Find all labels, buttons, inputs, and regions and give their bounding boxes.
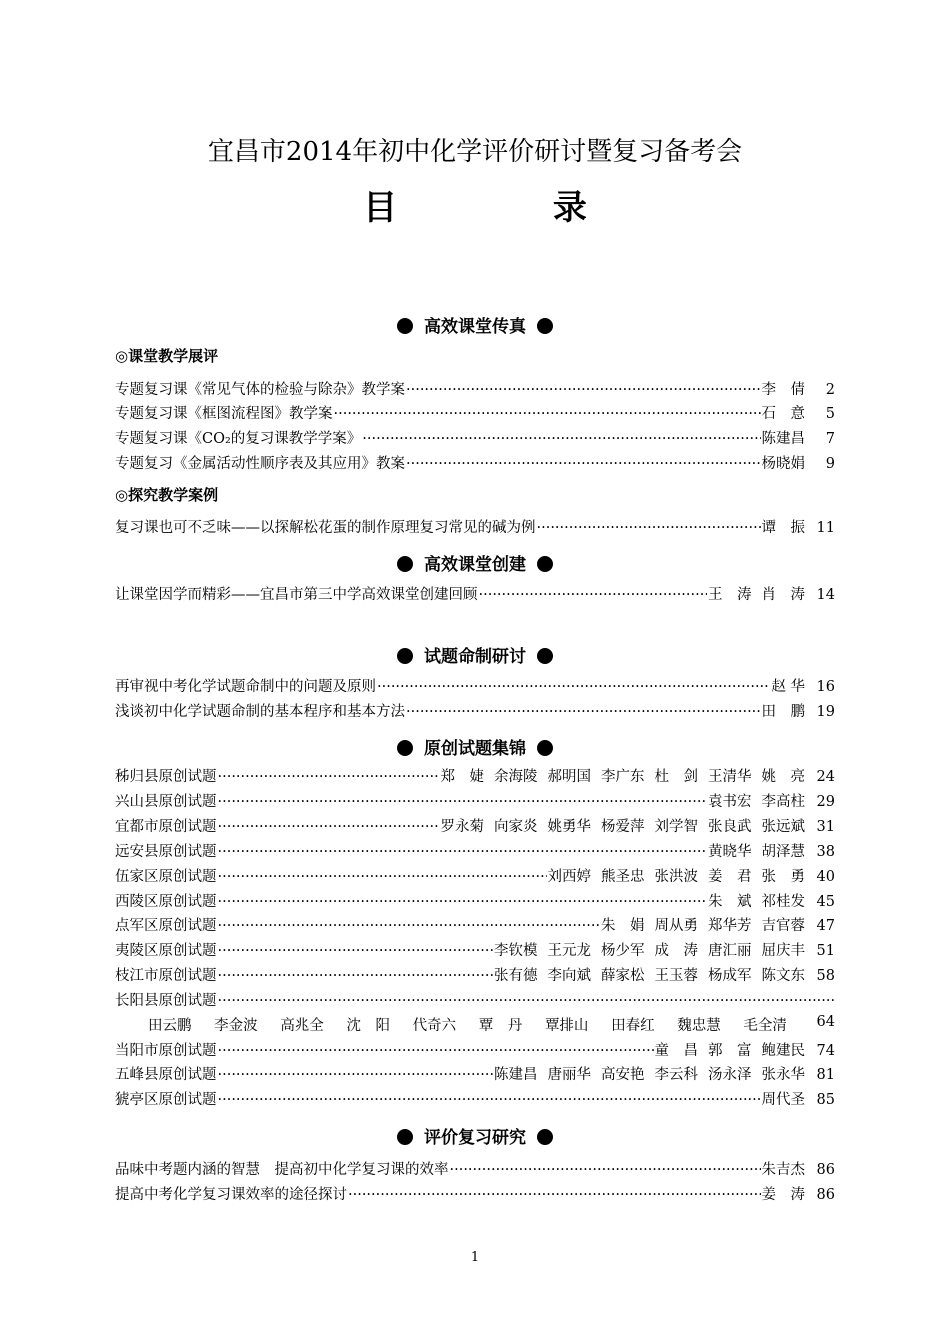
dot-leader xyxy=(218,869,547,885)
entry-authors xyxy=(601,914,805,935)
page-ref: 45 xyxy=(816,894,835,910)
dot-leader xyxy=(377,679,770,695)
dot-leader xyxy=(218,918,601,934)
toc-entry xyxy=(115,890,835,912)
bullet-icon xyxy=(397,556,413,572)
entry-title: 远安县原创试题 xyxy=(115,844,217,860)
page-ref: 5 xyxy=(825,406,835,422)
author-name: 李高柱 xyxy=(761,794,805,810)
author-name: 王元龙 xyxy=(547,943,591,959)
entry-title: 长阳县原创试题 xyxy=(115,993,217,1009)
page-ref: 16 xyxy=(816,679,835,695)
author-name: 李云科 xyxy=(654,1067,698,1083)
toc-entry xyxy=(115,1088,835,1110)
page-ref: 58 xyxy=(816,968,835,984)
entry-title: 宜都市原创试题 xyxy=(115,819,217,835)
entry-authors xyxy=(762,1088,806,1109)
page-ref: 24 xyxy=(816,769,835,785)
author-name: 魏忠慧 xyxy=(677,1018,721,1034)
author-name: 薛家松 xyxy=(601,968,645,984)
author-name: 谭 振 xyxy=(761,520,805,536)
author-name: 张良武 xyxy=(708,819,752,835)
entry-title: 专题复习课《常见气体的检验与除杂》教学案 xyxy=(115,382,405,398)
entry-title: 点军区原创试题 xyxy=(115,918,217,934)
author-name: 沈 阳 xyxy=(346,1018,390,1034)
author-name: 姚勇华 xyxy=(547,819,591,835)
toc-entry xyxy=(115,1063,835,1085)
toc-entry xyxy=(115,939,835,961)
entry-authors xyxy=(762,378,806,399)
bullet-icon xyxy=(397,648,413,664)
author-name: 姜 君 xyxy=(708,869,752,885)
author-name: 姜 涛 xyxy=(761,1187,805,1203)
page-ref: 86 xyxy=(816,1162,835,1178)
dot-leader xyxy=(362,431,760,447)
entry-title: 五峰县原创试题 xyxy=(115,1067,217,1083)
toc-entry xyxy=(115,765,835,787)
section-heading-1: 高效课堂传真 xyxy=(0,312,950,337)
dot-leader xyxy=(450,1162,761,1178)
author-name: 杨爱萍 xyxy=(601,819,645,835)
author-name: 张远斌 xyxy=(761,819,805,835)
page-ref: 11 xyxy=(816,520,835,536)
author-name: 张 勇 xyxy=(761,869,805,885)
entry-authors xyxy=(708,840,805,861)
subsection-heading: ◎课堂教学展评 xyxy=(115,347,219,365)
page-ref: 64 xyxy=(816,1014,835,1030)
dot-leader xyxy=(218,1043,654,1059)
toc-entry xyxy=(115,989,835,1011)
dot-leader xyxy=(479,587,708,603)
entry-title: 秭归县原创试题 xyxy=(115,769,217,785)
author-name: 周代圣 xyxy=(761,1092,805,1108)
entry-title: 浅谈初中化学试题命制的基本程序和基本方法 xyxy=(115,704,405,720)
page-ref: 38 xyxy=(816,844,835,860)
dot-leader xyxy=(218,819,440,835)
author-name: 黄晓华 xyxy=(708,844,752,860)
entry-authors xyxy=(548,865,806,886)
bullet-icon xyxy=(537,648,553,664)
dot-leader xyxy=(218,844,708,860)
entry-authors xyxy=(762,427,806,448)
author-name: 胡泽慧 xyxy=(761,844,805,860)
toc-entry xyxy=(115,452,835,474)
page-ref: 2 xyxy=(825,382,835,398)
page-ref: 40 xyxy=(816,869,835,885)
author-name: 刘学智 xyxy=(654,819,698,835)
dot-leader xyxy=(218,943,494,959)
toc-entry xyxy=(115,583,835,605)
author-name: 张洪波 xyxy=(654,869,698,885)
author-name: 汤永泽 xyxy=(708,1067,752,1083)
entry-title: 猇亭区原创试题 xyxy=(115,1092,217,1108)
dot-leader xyxy=(406,456,761,472)
author-name: 杨晓娟 xyxy=(761,456,805,472)
dot-leader xyxy=(334,406,761,422)
author-name: 陈建昌 xyxy=(494,1067,538,1083)
entry-authors xyxy=(762,1183,806,1204)
entry-authors xyxy=(494,1063,805,1084)
author-name: 唐丽华 xyxy=(547,1067,591,1083)
entry-title: 伍家区原创试题 xyxy=(115,869,217,885)
dot-leader xyxy=(218,993,835,1009)
author-name: 朱吉杰 xyxy=(761,1162,805,1178)
entry-title: 西陵区原创试题 xyxy=(115,894,217,910)
toc-entry xyxy=(115,675,835,697)
entry-authors xyxy=(494,964,805,985)
toc-entry xyxy=(115,865,835,887)
toc-entry xyxy=(115,378,835,400)
bullet-icon xyxy=(397,740,413,756)
entry-title: 专题复习课《CO₂的复习课教学学案》 xyxy=(115,431,362,447)
entry-authors xyxy=(441,765,806,786)
page-number: 1 xyxy=(470,1250,480,1265)
entry-title: 当阳市原创试题 xyxy=(115,1043,217,1059)
entry-title: 兴山县原创试题 xyxy=(115,794,217,810)
section-heading-5: 评价复习研究 xyxy=(0,1123,950,1148)
author-name: 刘西婷 xyxy=(547,869,591,885)
entry-authors xyxy=(441,815,806,836)
author-name: 赵 华 xyxy=(771,679,805,695)
author-name: 向家炎 xyxy=(494,819,538,835)
page-ref: 14 xyxy=(816,587,835,603)
page-ref: 9 xyxy=(825,456,835,472)
author-name: 吉官蓉 xyxy=(761,918,805,934)
toc-entry xyxy=(115,790,835,812)
bullet-icon xyxy=(397,318,413,334)
toc-entry xyxy=(115,840,835,862)
author-name: 覃排山 xyxy=(544,1018,589,1034)
author-name: 王清华 xyxy=(708,769,752,785)
entry-title: 专题复习《金属活动性顺序表及其应用》教案 xyxy=(115,456,405,472)
entry-authors xyxy=(708,583,805,604)
author-name: 周从勇 xyxy=(654,918,698,934)
author-name: 田春红 xyxy=(611,1018,655,1034)
toc-entry xyxy=(115,1039,835,1061)
bullet-icon xyxy=(537,318,553,334)
author-name: 肖 涛 xyxy=(761,587,805,603)
entry-authors xyxy=(762,402,806,423)
author-name: 高兆全 xyxy=(280,1018,324,1034)
author-name: 李向斌 xyxy=(547,968,591,984)
dot-leader xyxy=(218,968,494,984)
author-name: 成 涛 xyxy=(654,943,698,959)
author-name: 唐汇丽 xyxy=(708,943,752,959)
page-ref: 47 xyxy=(816,918,835,934)
dot-leader xyxy=(406,382,761,398)
toc-entry xyxy=(115,964,835,986)
author-name: 田云鹏 xyxy=(148,1018,192,1034)
toc-entry xyxy=(115,914,835,936)
changyang-authors-row xyxy=(148,1014,835,1035)
toc-heading: 目 录 xyxy=(363,188,659,228)
dot-leader xyxy=(348,1187,761,1203)
author-name: 陈建昌 xyxy=(761,431,805,447)
author-name: 郭 富 xyxy=(708,1043,752,1059)
page-ref: 74 xyxy=(816,1043,835,1059)
toc-entry xyxy=(115,815,835,837)
author-name: 朱 斌 xyxy=(708,894,752,910)
author-name: 杨成军 xyxy=(708,968,752,984)
author-name: 余海陵 xyxy=(494,769,538,785)
dot-leader xyxy=(218,794,708,810)
bullet-icon xyxy=(537,1129,553,1145)
dot-leader xyxy=(218,769,440,785)
author-name: 陈文东 xyxy=(761,968,805,984)
author-name: 朱 娟 xyxy=(601,918,645,934)
dot-leader xyxy=(218,1067,494,1083)
author-name: 郑 婕 xyxy=(440,769,484,785)
author-name: 张有德 xyxy=(494,968,538,984)
entry-title: 让课堂因学而精彩——宜昌市第三中学高效课堂创建回顾 xyxy=(115,587,478,603)
bullet-icon xyxy=(397,1129,413,1145)
page-ref: 81 xyxy=(816,1067,835,1083)
dot-leader xyxy=(406,704,761,720)
author-name: 李广东 xyxy=(601,769,645,785)
toc-entry xyxy=(115,427,835,449)
page-ref: 85 xyxy=(816,1092,835,1108)
page-ref: 7 xyxy=(825,431,835,447)
entry-authors xyxy=(655,1039,806,1060)
document-title: 宜昌市2014年初中化学评价研讨暨复习备考会 xyxy=(207,137,743,167)
author-name: 王玉蓉 xyxy=(654,968,698,984)
entry-authors xyxy=(762,516,806,537)
toc-entry xyxy=(115,1183,835,1205)
toc-entry xyxy=(115,402,835,424)
author-name: 王 涛 xyxy=(708,587,752,603)
author-name: 熊圣忠 xyxy=(601,869,645,885)
author-name: 代奇六 xyxy=(412,1018,457,1034)
dot-leader xyxy=(218,1092,761,1108)
author-name: 鲍建民 xyxy=(761,1043,805,1059)
author-name: 李金波 xyxy=(214,1018,258,1034)
entry-title: 品味中考题内涵的智慧 提高初中化学复习课的效率 xyxy=(115,1162,449,1178)
author-name: 童 昌 xyxy=(654,1043,698,1059)
entry-authors xyxy=(762,700,806,721)
bullet-icon xyxy=(537,556,553,572)
toc-entry xyxy=(115,1158,835,1180)
toc-entry xyxy=(115,700,835,722)
entry-title: 枝江市原创试题 xyxy=(115,968,217,984)
dot-leader xyxy=(218,894,708,910)
toc-entry xyxy=(115,516,835,538)
author-list xyxy=(148,1014,805,1035)
author-name: 高安艳 xyxy=(601,1067,645,1083)
author-name: 祁桂发 xyxy=(761,894,805,910)
author-name: 屈庆丰 xyxy=(761,943,805,959)
author-name: 罗永菊 xyxy=(440,819,484,835)
dot-leader xyxy=(537,520,761,536)
entry-title: 专题复习课《框图流程图》教学案 xyxy=(115,406,333,422)
entry-title: 提高中考化学复习课效率的途径探讨 xyxy=(115,1187,347,1203)
entry-authors xyxy=(771,675,805,696)
entry-title: 复习课也可不乏味——以探解松花蛋的制作原理复习常见的碱为例 xyxy=(115,520,536,536)
bullet-icon xyxy=(537,740,553,756)
section-heading-2: 高效课堂创建 xyxy=(0,550,950,575)
section-heading-3: 试题命制研讨 xyxy=(0,642,950,667)
author-name: 李钦模 xyxy=(494,943,538,959)
entry-title: 再审视中考化学试题命制中的问题及原则 xyxy=(115,679,376,695)
author-name: 姚 亮 xyxy=(761,769,805,785)
entry-authors xyxy=(494,939,805,960)
page-ref: 31 xyxy=(816,819,835,835)
entry-authors xyxy=(762,452,806,473)
entry-authors xyxy=(762,1158,806,1179)
page-ref: 19 xyxy=(816,704,835,720)
author-name: 杜 剑 xyxy=(654,769,698,785)
page-ref: 29 xyxy=(816,794,835,810)
author-name: 李 倩 xyxy=(761,382,805,398)
page-ref: 86 xyxy=(816,1187,835,1203)
author-name: 石 意 xyxy=(761,406,805,422)
entry-title: 夷陵区原创试题 xyxy=(115,943,217,959)
entry-authors xyxy=(708,890,805,911)
author-name: 郝明国 xyxy=(547,769,591,785)
page-ref: 51 xyxy=(816,943,835,959)
subsection-heading: ◎探究教学案例 xyxy=(115,486,219,504)
section-heading-4: 原创试题集锦 xyxy=(0,734,950,759)
author-name: 毛全清 xyxy=(743,1018,787,1034)
author-name: 杨少军 xyxy=(601,943,645,959)
author-name: 田 鹏 xyxy=(761,704,805,720)
author-name: 袁书宏 xyxy=(708,794,752,810)
author-name: 张永华 xyxy=(761,1067,805,1083)
entry-authors xyxy=(708,790,805,811)
author-name: 郑华芳 xyxy=(708,918,752,934)
author-name: 覃 丹 xyxy=(478,1018,523,1034)
